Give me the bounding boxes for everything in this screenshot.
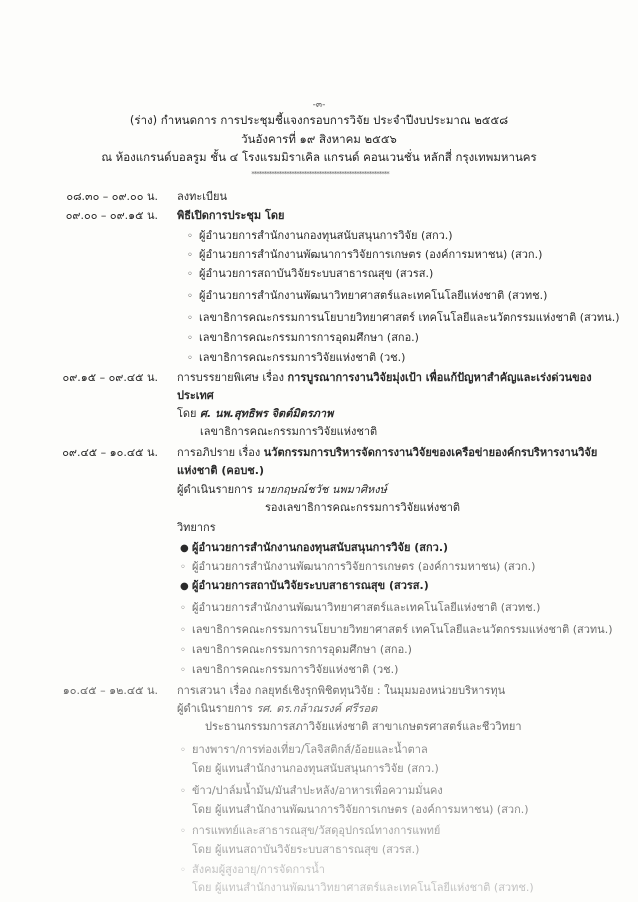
- bullet-icon: ◦: [180, 645, 186, 656]
- page-number: -๓-: [312, 100, 326, 110]
- schedule-title-cont: ประเทศ: [177, 389, 214, 402]
- list-item: ◦ ผู้อำนวยการสำนักงานพัฒนาการวิจัยการเกษตร (องค์การมหาชน) (สวก.): [187, 248, 543, 261]
- bullet-icon: ◦: [180, 826, 186, 837]
- bullet-icon: ◦: [187, 231, 193, 242]
- list-item: ◦ ผู้อำนวยการสำนักงานกองทุนสนับสนุนการวิจัย (สกว.): [187, 229, 453, 242]
- bullet-icon: ◦: [180, 665, 186, 676]
- schedule-time: ๑๐.๔๕ – ๑๒.๔๕ น.: [62, 684, 158, 697]
- schedule-time: ๐๘.๓๐ – ๐๙.๐๐ น.: [66, 190, 158, 203]
- schedule-time: ๐๙.๑๕ – ๐๙.๔๕ น.: [62, 371, 158, 384]
- schedule-title: การอภิปราย เรื่อง นวัตกรรมการบริหารจัดการงานวิจัยของเครือข่ายองค์กรบริหารงานวิจัย: [177, 446, 598, 459]
- list-item: ◦ เลขาธิการคณะกรรมการการอุดมศึกษา (สกอ.): [187, 331, 419, 344]
- list-item: ◦ เลขาธิการคณะกรรมการการอุดมศึกษา (สกอ.): [180, 643, 412, 656]
- schedule-title-cont: แห่งชาติ (คอบช.): [177, 464, 264, 477]
- moderator: ผู้ดำเนินรายการ รศ. ดร.กล้าณรงค์ ศรีรอต: [177, 702, 378, 715]
- schedule-title: การเสวนา เรื่อง กลยุทธ์เชิงรุกพิชิตทุนวิจัย : ในมุมมองหน่วยบริหารทุน: [177, 684, 506, 697]
- schedule-title: ลงทะเบียน: [177, 190, 227, 203]
- list-item: ◦ เลขาธิการคณะกรรมการนโยบายวิทยาศาสตร์ เทคโนโลยีและนวัตกรรมแห่งชาติ (สวทน.): [180, 623, 613, 636]
- list-item: ◦ ผู้อำนวยการสำนักงานพัฒนาการวิจัยการเกษตร (องค์การมหาชน) (สวก.): [180, 560, 536, 573]
- bullet-icon: ●: [180, 543, 189, 554]
- list-item: ● ผู้อำนวยการสำนักงานกองทุนสนับสนุนการวิจัย (สกว.): [180, 541, 449, 554]
- list-item: ◦ ผู้อำนวยการสถาบันวิจัยระบบสาธารณสุข (สวรส.): [187, 267, 434, 280]
- schedule-title: การบรรยายพิเศษ เรื่อง การบูรณาการงานวิจัยมุ่งเป้า เพื่อแก้ปัญหาสำคัญและเร่งด่วนของ: [177, 371, 592, 384]
- bullet-icon: ◦: [180, 865, 186, 876]
- moderator-role: รองเลขาธิการคณะกรรมการวิจัยแห่งชาติ: [265, 501, 461, 514]
- list-item-by: โดย ผู้แทนสำนักงานพัฒนาการวิจัยการเกษตร (องค์การมหาชน) (สวก.): [192, 803, 529, 816]
- list-item: ◦ ยางพารา/การท่องเที่ยว/โลจิสติกส์/อ้อยและน้ำตาล: [180, 743, 428, 756]
- schedule-title: พิธีเปิดการประชุม โดย: [177, 209, 285, 222]
- bullet-icon: ◦: [180, 745, 186, 756]
- bullet-icon: ◦: [180, 562, 186, 573]
- separator-stars: *******************************************************: [251, 170, 389, 178]
- bullet-icon: ◦: [180, 786, 186, 797]
- bullet-icon: ◦: [180, 625, 186, 636]
- list-item: ● ผู้อำนวยการสถาบันวิจัยระบบสาธารณสุข (สวรส.): [180, 579, 429, 592]
- schedule-time: ๐๙.๐๐ – ๐๙.๑๕ น.: [65, 209, 158, 222]
- bullet-icon: ◦: [187, 269, 193, 280]
- list-item: ◦ เลขาธิการคณะกรรมการวิจัยแห่งชาติ (วช.): [187, 351, 406, 364]
- speakers-label: วิทยากร: [177, 521, 216, 534]
- moderator-role: ประธานกรรมการสภาวิจัยแห่งชาติ สาขาเกษตรศาสตร์และชีววิทยา: [205, 720, 522, 733]
- list-item: ◦ สังคมผู้สูงอายุ/การจัดการน้ำ: [180, 863, 325, 876]
- bullet-icon: ◦: [187, 250, 193, 261]
- moderator: ผู้ดำเนินรายการ นายกฤษณ์ชวัช นพมาศิหงษ์: [177, 483, 387, 496]
- list-item-by: โดย ผู้แทนสำนักงานพัฒนาวิทยาศาสตร์และเทคโนโลยีแห่งชาติ (สวทช.): [192, 881, 534, 894]
- document-title: (ร่าง) กำหนดการ การประชุมชี้แจงกรอบการวิจัย ประจำปีงบประมาณ ๒๕๕๘: [129, 113, 509, 127]
- bullet-icon: ●: [180, 581, 189, 592]
- speaker-role: เลขาธิการคณะกรรมการวิจัยแห่งชาติ: [200, 425, 378, 438]
- bullet-icon: ◦: [187, 333, 193, 344]
- speaker: โดย ศ. นพ.สุทธิพร จิตต์มิตรภาพ: [177, 407, 334, 420]
- list-item: ◦ เลขาธิการคณะกรรมการนโยบายวิทยาศาสตร์ เทคโนโลยีและนวัตกรรมแห่งชาติ (สวทน.): [187, 311, 620, 324]
- list-item: ◦ เลขาธิการคณะกรรมการวิจัยแห่งชาติ (วช.): [180, 663, 399, 676]
- list-item: ◦ ข้าว/ปาล์มน้ำมัน/มันสำปะหลัง/อาหารเพื่อความมั่นคง: [180, 784, 443, 797]
- list-item-by: โดย ผู้แทนสำนักงานกองทุนสนับสนุนการวิจัย (สกว.): [192, 762, 439, 775]
- bullet-icon: ◦: [180, 603, 186, 614]
- document-date: วันอังคารที่ ๑๙ สิงหาคม ๒๕๕๖: [241, 132, 397, 146]
- bullet-icon: ◦: [187, 291, 193, 302]
- list-item: ◦ การแพทย์และสาธารณสุข/วัสดุอุปกรณ์ทางการแพทย์: [180, 824, 441, 837]
- document-venue: ณ ห้องแกรนด์บอลรูม ชั้น ๔ โรงแรมมิราเคิล แกรนด์ คอนเวนชั่น หลักสี่ กรุงเทพมหานคร: [101, 150, 537, 164]
- list-item-by: โดย ผู้แทนสถาบันวิจัยระบบสาธารณสุข (สวรส.): [192, 843, 420, 856]
- bullet-icon: ◦: [187, 353, 193, 364]
- list-item: ◦ ผู้อำนวยการสำนักงานพัฒนาวิทยาศาสตร์และเทคโนโลยีแห่งชาติ (สวทช.): [187, 289, 548, 302]
- bullet-icon: ◦: [187, 313, 193, 324]
- schedule-time: ๐๙.๔๕ – ๑๐.๔๕ น.: [62, 446, 158, 459]
- list-item: ◦ ผู้อำนวยการสำนักงานพัฒนาวิทยาศาสตร์และเทคโนโลยีแห่งชาติ (สวทช.): [180, 601, 541, 614]
